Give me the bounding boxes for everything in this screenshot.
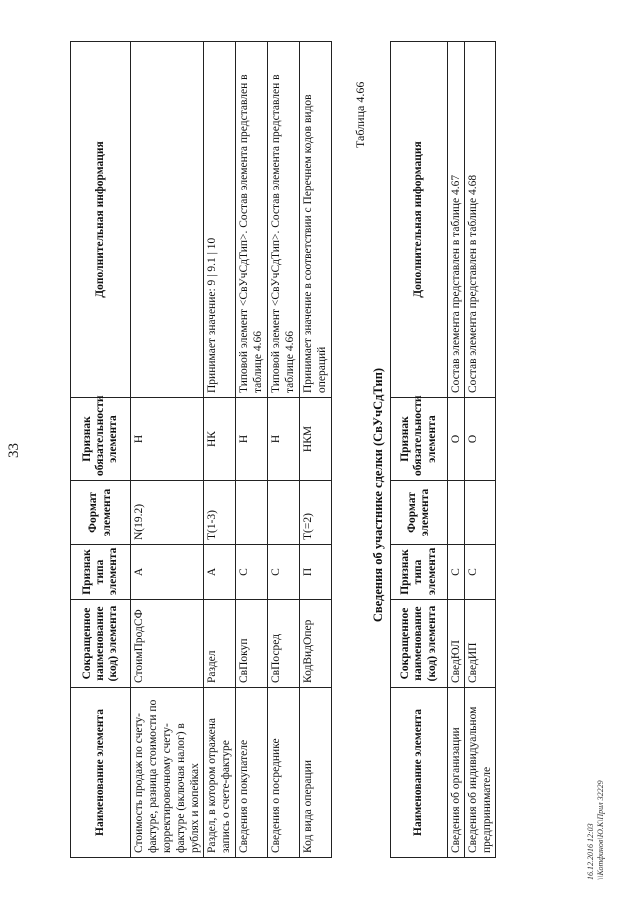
cell-info: Типовой элемент <СвУчСдТип>. Состав элемента представлен в таблице 4.66 [268,42,300,398]
cell-format [448,481,465,545]
column-header: Формат элемента [71,481,131,545]
cell-type: С [268,545,300,600]
cell-code: СведЮЛ [448,600,465,688]
column-header: Признак типа элемента [71,545,131,600]
cell-format [236,481,268,545]
cell-format: N(19.2) [131,481,204,545]
page-number: 33 [6,443,22,458]
table-row [300,42,332,858]
footer-note-path: \\Котфинов\Ю.К\Прил 32229 [596,780,606,880]
cell-type: С [465,545,496,600]
cell-format [268,481,300,545]
cell-code: СтоимПродСФ [131,600,204,688]
participant-table [390,41,496,858]
cell-code: СвПосред [268,600,300,688]
table-title: Сведения об участнике сделки (СвУчСдТип) [371,367,385,623]
table-row [268,42,300,858]
table-row [204,42,236,858]
cell-required: О [448,398,465,481]
cell-info: Состав элемента представлен в таблице 4.68 [465,42,496,398]
cell-info [131,42,204,398]
cell-name: Раздел, в котором отражена запись о счете-фактуре [204,688,236,858]
participant-table-container [390,41,496,858]
cell-name: Сведения об индивидуальном предпринимателе [465,688,496,858]
table-row [131,42,204,858]
cell-type: С [236,545,268,600]
cell-info: Типовой элемент <СвУчСдТип>. Состав элемента представлен в таблице 4.66 [236,42,268,398]
elements-table [70,41,332,858]
footer-note-date: 16.12.2016 12:03 [586,823,595,880]
table-header-row [71,42,131,858]
column-header: Признак обязательности элемента [71,398,131,481]
cell-type: А [204,545,236,600]
cell-type: А [131,545,204,600]
cell-format [465,481,496,545]
cell-code: Раздел [204,600,236,688]
cell-required: НКМ [300,398,332,481]
cell-required: Н [236,398,268,481]
cell-type: П [300,545,332,600]
cell-code: КодВидОпер [300,600,332,688]
cell-format: T(=2) [300,481,332,545]
cell-required: Н [131,398,204,481]
column-header: Наименование элемента [391,688,448,858]
column-header: Сокращенное наименование (код) элемента [71,600,131,688]
cell-name: Стоимость продаж по счету-фактуре, разница стоимости по корректировочному счету-фактуре (включая налог) в рублях и копейках [131,688,204,858]
cell-required: Н [268,398,300,481]
table-row [236,42,268,858]
cell-type: С [448,545,465,600]
cell-name: Сведения об организации [448,688,465,858]
cell-required: О [465,398,496,481]
cell-format: T(1-3) [204,481,236,545]
cell-code: СведИП [465,600,496,688]
column-header: Признак типа элемента [391,545,448,600]
column-header: Дополнительная информация [391,42,448,398]
table-row [465,42,496,858]
cell-info: Состав элемента представлен в таблице 4.67 [448,42,465,398]
column-header: Наименование элемента [71,688,131,858]
column-header: Сокращенное наименование (код) элемента [391,600,448,688]
table-number: Таблица 4.66 [353,81,367,148]
table-row [448,42,465,858]
cell-required: НК [204,398,236,481]
cell-name: Код вида операции [300,688,332,858]
cell-name: Сведения о покупателе [236,688,268,858]
table-header-row [391,42,448,858]
column-header: Дополнительная информация [71,42,131,398]
column-header: Признак обязательности элемента [391,398,448,481]
footer-note [586,780,607,880]
cell-info: Принимает значение в соответствии с Перечнем кодов видов операций [300,42,332,398]
cell-code: СвПокуп [236,600,268,688]
elements-table-container [70,41,332,858]
cell-name: Сведения о посреднике [268,688,300,858]
cell-info: Принимает значение: 9 | 9.1 | 10 [204,42,236,398]
column-header: Формат элемента [391,481,448,545]
